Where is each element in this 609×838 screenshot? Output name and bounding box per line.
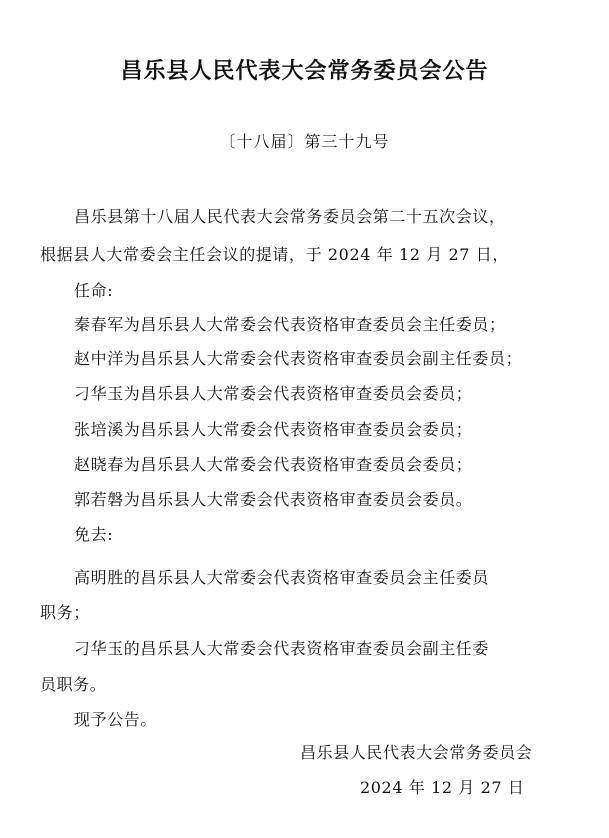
appointment-item: 赵中洋为昌乐县人大常委会代表资格审查委员会副主任委员；: [74, 349, 523, 368]
appointment-item: 秦春军为昌乐县人大常委会代表资格审查委员会主任委员；: [74, 315, 506, 334]
closing-statement: 现予公告。: [74, 710, 158, 729]
document-number: 〔十八届〕第三十九号: [219, 132, 390, 151]
signature-organization: 昌乐县人民代表大会常务委员会: [300, 743, 533, 762]
removal-item-1-line-1: 高明胜的昌乐县人大常委会代表资格审查委员会主任委员: [74, 568, 490, 587]
signature-date: 2024 年 12 月 27 日: [360, 778, 525, 797]
intro-line-2: 根据县人大常委会主任会议的提请，于 2024 年 12 月 27 日，: [40, 245, 509, 264]
removal-item-2-line-2: 员职务。: [40, 675, 107, 694]
appointment-item: 张培溪为昌乐县人大常委会代表资格审查委员会委员；: [74, 420, 473, 439]
removal-item-2-line-1: 刁华玉的昌乐县人大常委会代表资格审查委员会副主任委: [74, 639, 490, 658]
document-title: 昌乐县人民代表大会常务委员会公告: [120, 59, 489, 84]
appointment-item: 刁华玉为昌乐县人大常委会代表资格审查委员会委员；: [74, 384, 473, 403]
appointment-item: 郭若磐为昌乐县人大常委会代表资格审查委员会委员。: [74, 490, 473, 509]
removal-item-1-line-2: 职务；: [40, 603, 90, 622]
appointment-item: 赵晓春为昌乐县人大常委会代表资格审查委员会委员；: [74, 455, 473, 474]
remove-label: 免去:: [74, 525, 114, 544]
appoint-label: 任命:: [74, 281, 114, 300]
intro-line-1: 昌乐县第十八届人民代表大会常务委员会第二十五次会议，: [74, 207, 506, 226]
